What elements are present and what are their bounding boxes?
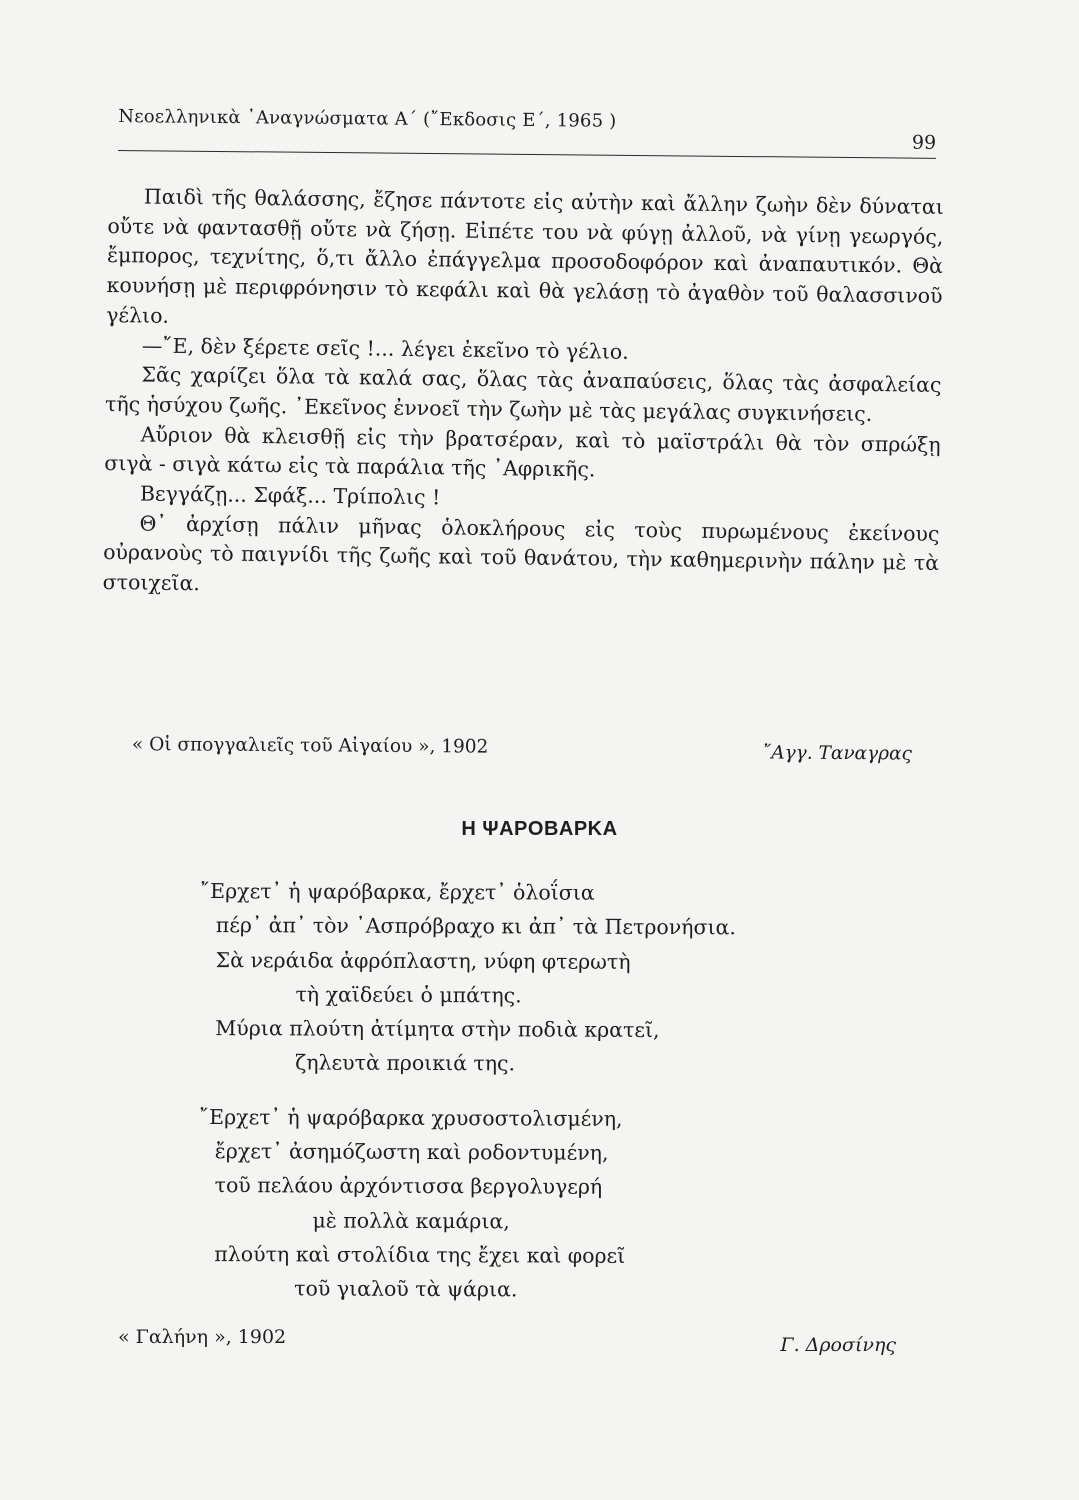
verse-line: Σὰ νεράιδα ἀφρόπλαστη, νύφη φτερωτὴ [215, 947, 631, 974]
stanza-2 [198, 1100, 899, 1309]
poem-attribution [118, 1326, 896, 1362]
prose-author: ῎Αγγ. Ταναγρας [761, 742, 912, 765]
prose-attribution [120, 734, 912, 772]
verse-line: πλούτη καὶ στολίδια της ἔχει καὶ φορεῖ [214, 1242, 626, 1268]
paragraph: Θ᾿ ἀρχίσῃ πάλιν μῆνας ὁλοκλήρους εἰς τοὺς πυρωμένους ἐκείνους οὐρανοὺς τὸ παιγνίδι τῆς ζωῆς καὶ τοῦ θανάτου, τὴν καθημερινὴν πάλην μὲ τὰ στοιχεῖα. [102, 511, 940, 596]
prose-source: « Οἱ σπογγαλιεῖς τοῦ Αἰγαίου », 1902 [131, 734, 489, 758]
page-number: 99 [911, 131, 937, 154]
verse-line: ῎Ερχετ᾿ ἡ ψαρόβαρκα χρυσοστολισμένη, [198, 1104, 623, 1131]
verse-line: μὲ πολλὰ καμάρια, [312, 1208, 510, 1234]
poem [198, 874, 900, 1329]
poem-title: Η ΨΑΡΟΒΑΡΚΑ [461, 818, 618, 840]
paragraph: Αὔριον θὰ κλεισθῇ εἰς τὴν βρατσέραν, καὶ τὸ μαϊστράλι θὰ τὸν σπρώξῃ σιγὰ - σιγὰ κάτω εἰς τὰ παράλια τῆς ᾿Αφρικῆς. [104, 422, 941, 482]
verse-line: τοῦ γιαλοῦ τὰ ψάρια. [294, 1276, 518, 1302]
poem-source: « Γαλήνη », 1902 [118, 1326, 287, 1348]
paragraph: Παιδὶ τῆς θαλάσσης, ἔζησε πάντοτε εἰς αὐτὴν καὶ ἄλλην ζωὴν δὲν δύναται οὔτε νὰ φαντασθῇ οὔτε νὰ ζήσῃ. Εἰπέτε του νὰ φύγῃ ἀλλοῦ, νὰ γίνῃ γεωργός, ἔμπορος, τεχνίτης, ὅ,τι ἄλλο ἐπάγγελμα προσοδοφόρον καὶ ἀναπαυτικόν. Θὰ κουνήσῃ μὲ περιφρόνησιν τὸ κεφάλι καὶ θὰ γελάσῃ τὸ ἀγαθὸν τοῦ θαλασσινοῦ γέλιο. [106, 184, 944, 328]
paragraph: —῎Ε, δὲν ξέρετε σεῖς !... λέγει ἐκεῖνο τὸ γέλιο. [141, 332, 629, 364]
prose-excerpt [103, 182, 944, 609]
verse-line: τὴ χαϊδεύει ὁ μπάτης. [295, 982, 522, 1008]
verse-line: ζηλευτὰ προικιά της. [295, 1050, 516, 1076]
verse-line: πέρ᾿ ἀπ᾿ τὸν ᾿Ασπρόβραχο κι ἀπ᾿ τὰ Πετρονήσια. [215, 913, 736, 940]
verse-line: ἔρχετ᾿ ἀσημόζωστη καὶ ροδοντυμένη, [214, 1139, 609, 1165]
running-header [118, 98, 936, 159]
verse-line: ῎Ερχετ᾿ ἡ ψαρόβαρκα, ἔρχετ᾿ ὁλοΐσια [199, 878, 595, 905]
paragraph: Σᾶς χαρίζει ὅλα τὰ καλά σας, ὅλας τὰς ἀναπαύσεις, ὅλας τὰς ἀσφαλείας τῆς ἡσύχου ζωῆς. ᾿Εκεῖνος ἐννοεῖ τὴν ζωὴν μὲ τὰς μεγάλας συγκινήσεις. [104, 362, 942, 426]
header-title: Νεοελληνικὰ ᾿Αναγνώσματα Α΄ (῎Εκδοσις Ε΄, 1965 ) [118, 106, 617, 132]
stanza-1 [199, 874, 900, 1083]
verse-line: τοῦ πελάου ἀρχόντισσα βεργολυγερή [214, 1173, 603, 1200]
paragraph: Βεγγάζῃ... Σφάξ... Τρίπολις ! [139, 481, 441, 510]
poem-author: Γ. Δροσίνης [780, 1334, 896, 1356]
verse-line: Μύρια πλούτη ἀτίμητα στὴν ποδιὰ κρατεῖ, [215, 1016, 660, 1043]
